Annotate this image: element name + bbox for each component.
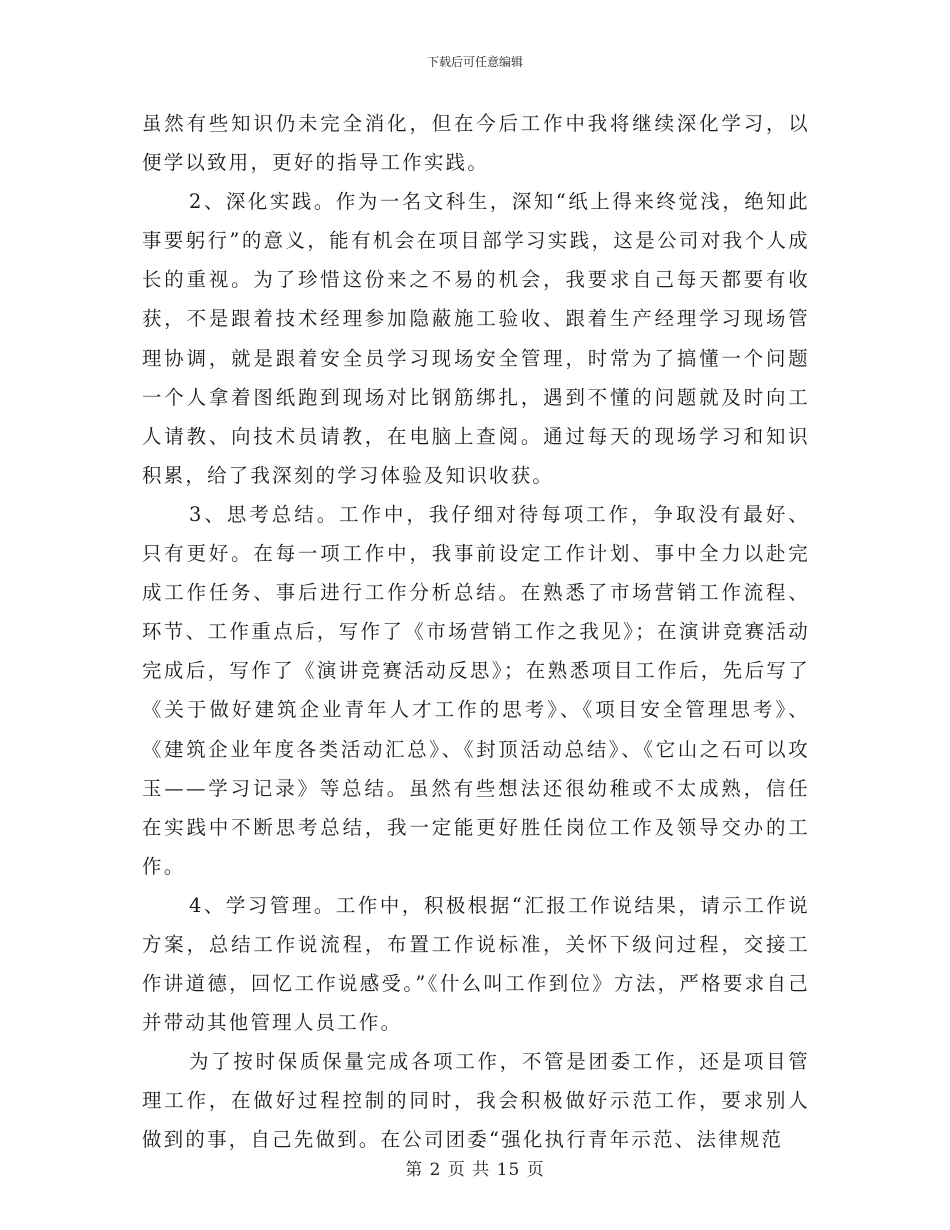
page-footer: 第 2 页 共 15 页 xyxy=(405,1160,545,1180)
paragraph-reflection-summary: 3、思考总结。工作中，我仔细对待每项工作，争取没有最好、只有更好。在每一项工作中，我事前设定工作计划、事中全力以赴完成工作任务、事后进行工作分析总结。在熟悉了市场营销工作流程、环节、工作重点后，写作了《市场营销工作之我见》；在演讲竞赛活动完成后，写作了《演讲竞赛活动反思》；在熟悉项目工作后，先后写了《关于做好建筑企业青年人才工作的思考》、《项目安全管理思考》、《建筑企业年度各类活动汇总》、《封顶活动总结》、《它山之石可以攻玉——学习记录》等总结。虽然有些想法还很幼稚或不太成熟，信任在实践中不断思考总结，我一定能更好胜任岗位工作及领导交办的工作。 xyxy=(142,502,810,878)
document-body xyxy=(142,104,810,1160)
paragraph-continuation: 虽然有些知识仍未完全消化，但在今后工作中我将继续深化学习，以便学以致用，更好的指导工作实践。 xyxy=(142,112,810,175)
paragraph-learn-management: 4、学习管理。工作中，积极根据“汇报工作说结果，请示工作说方案，总结工作说流程，布置工作说标准，关怀下级问过程，交接工作讲道德，回忆工作说感受。”《什么叫工作到位》方法，严格要求自己并带动其他管理人员工作。 xyxy=(142,893,810,1035)
paragraph-deepen-practice: 2、深化实践。作为一名文科生，深知“纸上得来终觉浅，绝知此事要躬行”的意义，能有机会在项目部学习实践，这是公司对我个人成长的重视。为了珍惜这份来之不易的机会，我要求自己每天都要有收获，不是跟着技术经理参加隐蔽施工验收、跟着生产经理学习现场管理协调，就是跟着安全员学习现场安全管理，时常为了搞懂一个问题一个人拿着图纸跑到现场对比钢筋绑扎，遇到不懂的问题就及时向工人请教、向技术员请教，在电脑上查阅。通过每天的现场学习和知识积累，给了我深刻的学习体验及知识收获。 xyxy=(142,190,810,487)
page-header: 下载后可任意编辑 xyxy=(426,55,523,69)
paragraph-quality-work: 为了按时保质保量完成各项工作，不管是团委工作，还是项目管理工作，在做好过程控制的同时，我会积极做好示范工作，要求别人做到的事，自己先做到。在公司团委“强化执行青年示范、法律规范 xyxy=(142,1050,810,1152)
